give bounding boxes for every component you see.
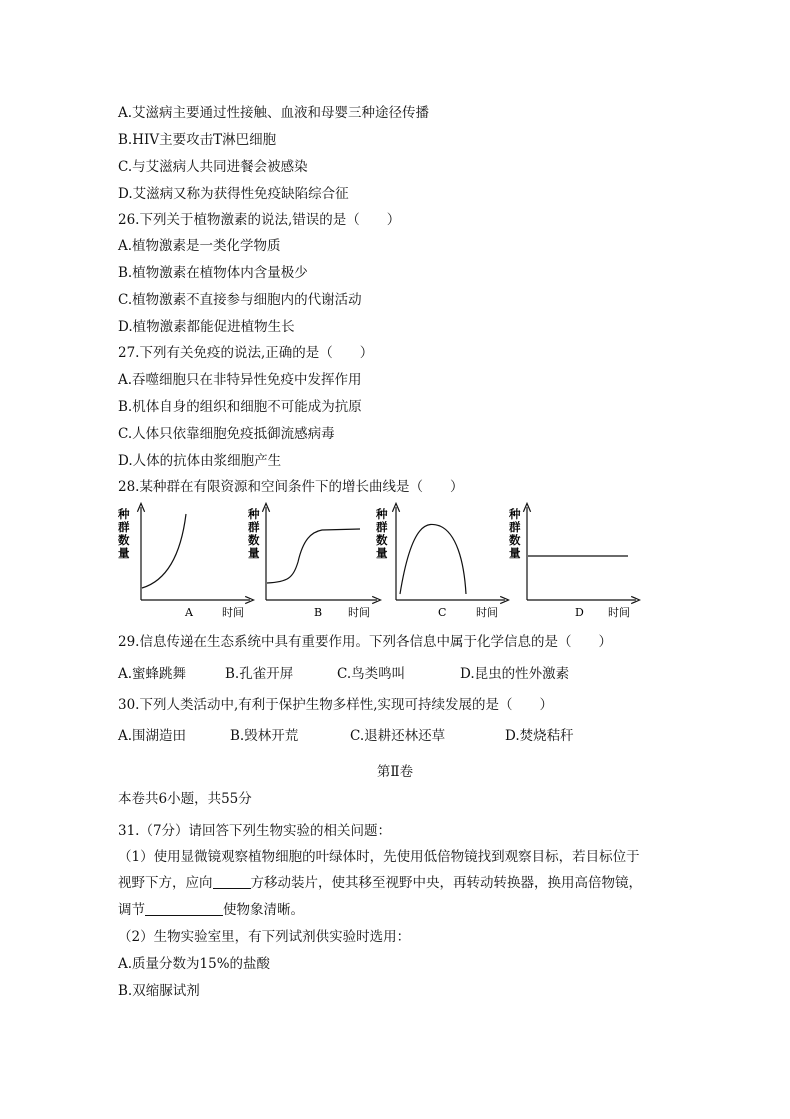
q26-option-a: A.植物激素是一类化学物质 xyxy=(118,238,281,254)
graph-b-ylabel-4: 量 xyxy=(248,546,260,560)
q30-option-c: C.退耕还林还草 xyxy=(350,728,446,744)
q26-option-c: C.植物激素不直接参与细胞内的代谢活动 xyxy=(118,292,362,308)
graph-b-xlabel: 时间 xyxy=(348,606,370,619)
q29-option-d: D.昆虫的性外激素 xyxy=(460,666,570,682)
q31-option-a: A.质量分数为15%的盐酸 xyxy=(118,956,271,972)
q31-part1-line2-b: 方移动装片，使其移至视野中央，再转动转换器，换用高倍物镜， xyxy=(250,875,642,891)
graph-b xyxy=(247,507,377,619)
q30-option-d: D.焚烧秸秆 xyxy=(505,728,574,744)
graph-b-ylabel-1: 种 xyxy=(248,507,260,521)
graph-c xyxy=(375,507,505,619)
q30-stem: 30.下列人类活动中,有利于保护生物多样性,实现可持续发展的是（ ） xyxy=(118,697,554,713)
q28-stem: 28.某种群在有限资源和空间条件下的增长曲线是（ ） xyxy=(118,479,464,495)
q29-option-c: C.鸟类鸣叫 xyxy=(337,666,406,682)
q31-stem: 31.（7分）请回答下列生物实验的相关问题： xyxy=(118,823,392,839)
graph-d-ylabel-4: 量 xyxy=(509,546,521,560)
section-intro: 本卷共6小题，共55分 xyxy=(118,791,252,807)
graph-d xyxy=(508,507,636,619)
graph-c-ylabel-3: 数 xyxy=(376,533,388,547)
graph-d-ylabel-1: 种 xyxy=(509,507,521,521)
q31-blank-direction[interactable] xyxy=(213,874,251,889)
graph-a-letter: A xyxy=(185,606,193,619)
graph-c-xlabel: 时间 xyxy=(476,606,498,619)
q29-stem: 29.信息传递在生态系统中具有重要作用。下列各信息中属于化学信息的是（ ） xyxy=(118,634,612,650)
graph-b-letter: B xyxy=(314,606,323,619)
graph-d-ylabel-3: 数 xyxy=(509,533,521,547)
q31-part1-line2-a: 视野下方，应向 xyxy=(118,875,213,891)
graph-a-ylabel-1: 种 xyxy=(118,507,130,521)
graph-a xyxy=(117,507,250,619)
graph-c-ylabel-1: 种 xyxy=(376,507,388,521)
q25-option-a: A.艾滋病主要通过性接触、血液和母婴三种途径传播 xyxy=(118,105,430,121)
q26-option-b: B.植物激素在植物体内含量极少 xyxy=(118,265,308,281)
graph-c-ylabel-2: 群 xyxy=(376,520,388,534)
graph-d-letter: D xyxy=(575,606,584,619)
q31-part1-line2 xyxy=(118,874,642,892)
q25-option-d: D.艾滋病又称为获得性免疫缺陷综合征 xyxy=(118,186,349,202)
graph-c-curve xyxy=(400,524,466,594)
graph-c-ylabel-4: 量 xyxy=(376,546,388,560)
q26-stem: 26.下列关于植物激素的说法,错误的是（ ） xyxy=(118,212,401,228)
graph-d-xlabel: 时间 xyxy=(608,606,630,619)
graph-b-curve xyxy=(267,529,360,583)
q27-option-b: B.机体自身的组织和细胞不可能成为抗原 xyxy=(118,399,362,415)
q31-part1-line1: （1）使用显微镜观察植物细胞的叶绿体时，先使用低倍物镜找到观察目标，若目标位于 xyxy=(118,849,640,865)
q27-stem: 27.下列有关免疫的说法,正确的是（ ） xyxy=(118,345,374,361)
q27-option-a: A.吞噬细胞只在非特异性免疫中发挥作用 xyxy=(118,372,362,388)
q31-part1-line3 xyxy=(118,901,304,919)
q27-option-d: D.人体的抗体由浆细胞产生 xyxy=(118,453,282,469)
graph-a-xlabel: 时间 xyxy=(222,606,244,619)
q26-option-d: D.植物激素都能促进植物生长 xyxy=(118,319,295,335)
graph-b-ylabel-2: 群 xyxy=(248,520,260,534)
graph-d-ylabel-2: 群 xyxy=(509,520,521,534)
graph-a-ylabel-2: 群 xyxy=(118,520,130,534)
section-title: 第Ⅱ卷 xyxy=(376,764,414,780)
graph-a-ylabel-4: 量 xyxy=(118,546,130,560)
q25-option-c: C.与艾滋病人共同进餐会被感染 xyxy=(118,159,308,175)
q29-option-b: B.孔雀开屏 xyxy=(225,666,294,682)
graph-c-letter: C xyxy=(438,606,447,619)
graph-a-ylabel-3: 数 xyxy=(118,533,130,547)
graph-a-curve xyxy=(142,514,186,588)
q31-option-b: B.双缩脲试剂 xyxy=(118,983,200,999)
q30-option-a: A.围湖造田 xyxy=(118,728,187,744)
q31-part1-line3-b: 使物象清晰。 xyxy=(223,902,304,918)
q31-part1-line3-a: 调节 xyxy=(118,902,145,918)
q30-option-b: B.毁林开荒 xyxy=(230,728,299,744)
q25-option-b: B.HIV主要攻击T淋巴细胞 xyxy=(118,132,277,148)
q31-blank-adjust[interactable] xyxy=(145,901,223,916)
q29-option-a: A.蜜蜂跳舞 xyxy=(118,666,187,682)
q27-option-c: C.人体只依靠细胞免疫抵御流感病毒 xyxy=(118,426,335,442)
q31-part2: （2）生物实验室里，有下列试剂供实验时选用： xyxy=(118,929,411,945)
graph-b-ylabel-3: 数 xyxy=(248,533,260,547)
